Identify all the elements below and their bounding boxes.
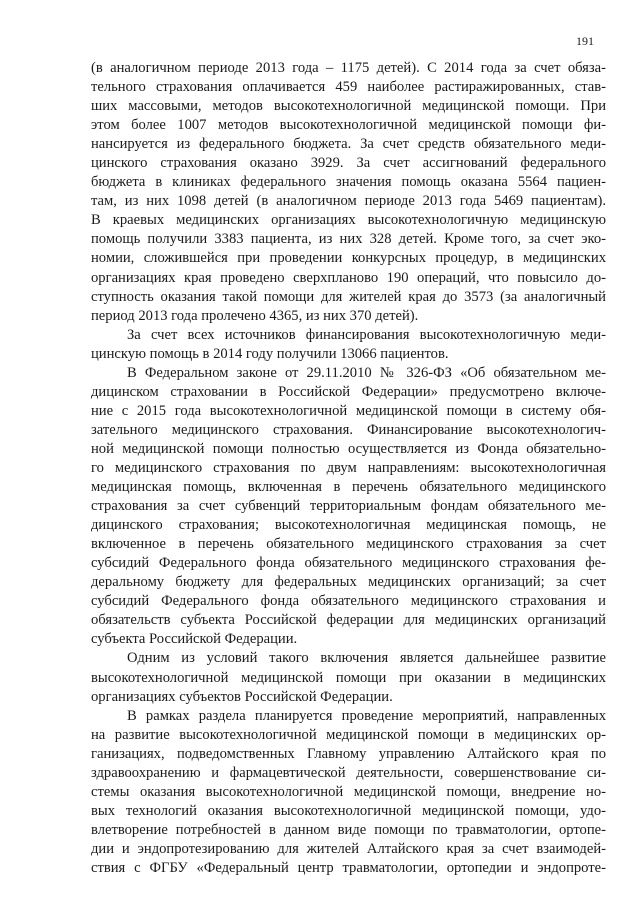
text-line: ступность оказания такой помощи для жителей края до 3573 (за аналогичный — [91, 288, 606, 305]
text-line: стемы оказания высокотехнологичной медицинской помощи, внедрение но- — [91, 783, 606, 800]
text-line: Одним из условий такого включения является дальнейшее развитие — [127, 650, 606, 667]
text-line: вых технологий оказания высокотехнологичной медицинской помощи, удо- — [91, 802, 606, 819]
text-line: там, из них 1098 детей (в аналогичном периоде 2013 года 5469 пациентам). — [91, 193, 606, 210]
page-number: 191 — [576, 34, 594, 48]
text-line: ной медицинской помощи полностью осуществляется из Фонда обязательно- — [91, 440, 606, 457]
text-line: здравоохранению и фармацевтической деятельности, совершенствование си- — [91, 764, 606, 781]
paragraph — [91, 707, 606, 878]
text-line: (в аналогичном периоде 2013 года – 1175 детей). С 2014 года за счет обяза- — [91, 60, 606, 76]
text-line: организациях субъектов Российской Федерации. — [91, 688, 393, 705]
text-line: В рамках раздела планируется проведение мероприятий, направленных — [127, 707, 606, 724]
text-line: тельного страхования оплачивается 459 наиболее растиражированных, став- — [91, 79, 606, 96]
text-line: субъекта Российской Федерации. — [91, 631, 298, 648]
text-line: го медицинского страхования по двум направлениям: высокотехнологичная — [91, 459, 606, 476]
text-line: За счет всех источников финансирования высокотехнологичную меди- — [127, 326, 606, 343]
paragraph — [91, 59, 606, 326]
text-line: высокотехнологичной медицинской помощи при оказании в медицинских — [91, 669, 606, 686]
text-line: субсидий Федерального фонда обязательного медицинского страхования и — [91, 593, 606, 610]
text-line: цинскую помощь в 2014 году получили 13066 пациентов. — [91, 345, 449, 362]
text-line: этом более 1007 методов высокотехнологичной медицинской помощи фи- — [91, 117, 606, 134]
text-line: ганизациях, подведомственных Главному управлению Алтайского края по — [91, 745, 606, 762]
text-line: обязательств субъекта Российской федерации для медицинских организаций — [91, 612, 606, 629]
text-line: медицинская помощь, включенная в перечень обязательного медицинского — [91, 479, 606, 496]
text-line: В краевых медицинских организациях высокотехнологичную медицинскую — [91, 212, 606, 229]
text-line: помощь получили 3383 пациента, из них 328 детей. Кроме того, за счет эко- — [91, 231, 606, 248]
text-line: организациях края проведено сверхпланово 190 операций, что повысило до- — [91, 269, 606, 286]
text-line: на развитие высокотехнологичной медицинской помощи в медицинских ор- — [91, 726, 606, 743]
text-line: ние с 2015 года высокотехнологичной медицинской помощи в систему обя- — [91, 402, 606, 419]
text-line: дии и эндопротезированию для жителей Алтайского края за счет взаимодей- — [91, 840, 606, 857]
text-line: ствия с ФГБУ «Федеральный центр травматологии, ортопедии и эндопроте- — [91, 859, 606, 876]
text-line: включенное в перечень обязательного медицинского страхования за счет — [91, 536, 606, 553]
text-line: нансируется из федерального бюджета. За счет средств обязательного меди- — [91, 136, 606, 153]
text-line: ших массовыми, методов высокотехнологичной медицинской помощи. При — [91, 98, 606, 115]
text-line: дицинском страховании в Российской Федерации» предусмотрено включе- — [91, 383, 606, 400]
text-line: страхования за счет субвенций территориальным фондам обязательного ме- — [91, 498, 606, 515]
text-line: субсидий Федерального фонда обязательного медицинского страхования фе- — [91, 555, 606, 572]
paragraph — [91, 649, 606, 706]
paragraph — [91, 326, 606, 364]
text-line: номии, сложившейся при проведении конкурсных процедур, в медицинских — [91, 250, 606, 267]
text-line: дицинского страхования; высокотехнологичная медицинская помощь, не — [91, 517, 606, 534]
text-line: В Федеральном законе от 29.11.2010 № 326-ФЗ «Об обязательном ме- — [127, 364, 606, 381]
text-line: бюджета в клиниках федерального значения помощь оказана 5564 пациен- — [91, 174, 606, 191]
text-line: влетворение потребностей в данном виде помощи по травматологии, ортопе- — [91, 821, 606, 838]
text-line: период 2013 года пролечено 4365, из них 370 детей). — [91, 307, 419, 324]
text-line: цинского страхования оказано 3929. За счет ассигнований федерального — [91, 155, 606, 172]
text-line: деральному бюджету для федеральных медицинских организаций; за счет — [91, 574, 606, 591]
text-line: зательного медицинского страхования. Финансирование высокотехнологич- — [91, 421, 606, 438]
page-body — [91, 59, 606, 878]
paragraph — [91, 364, 606, 650]
